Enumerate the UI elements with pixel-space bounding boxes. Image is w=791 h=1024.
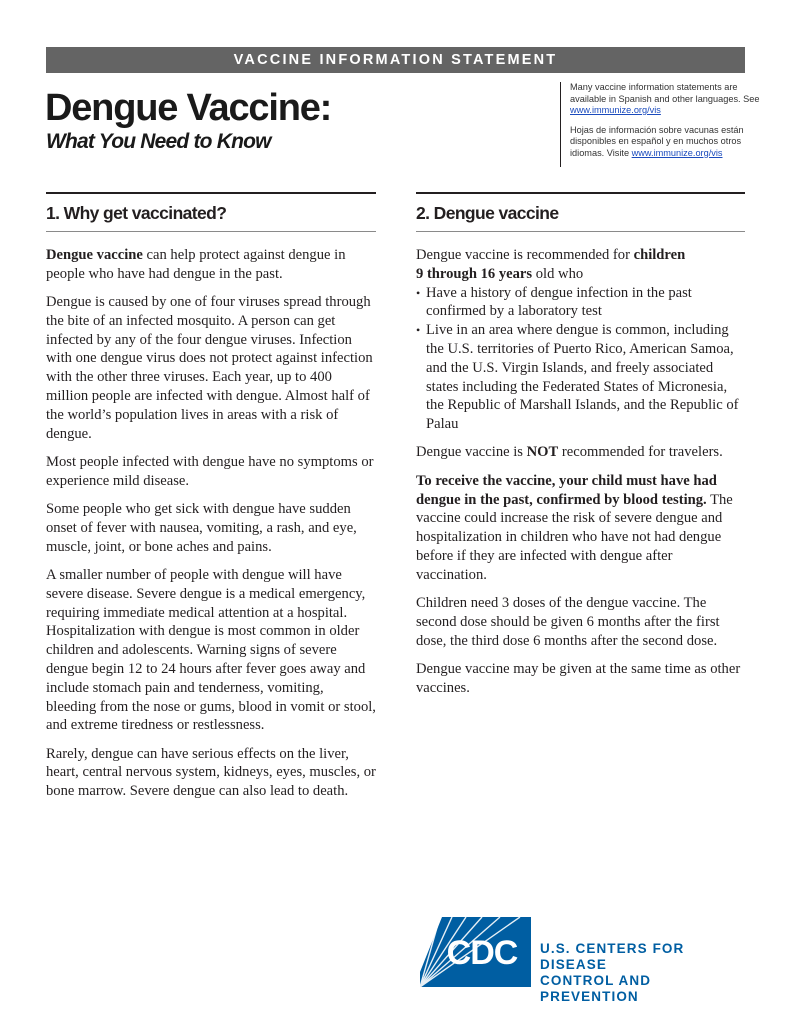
cdc-name-line1: U.S. CENTERS FOR DISEASE [540, 941, 685, 972]
section-dengue-vaccine [416, 192, 745, 707]
paragraph: Most people infected with dengue have no symptoms or experience mild disease. [46, 453, 374, 489]
logo-text: CDC [446, 934, 518, 972]
paragraph: Rarely, dengue can have serious effects on the liver, heart, central nervous system, kidneys, eyes, muscles, or bone marrow. Severe dengue can also lead to death. [46, 745, 376, 800]
paragraph-text: recommended for travelers. [558, 444, 723, 461]
section-why-vaccinate [46, 192, 376, 811]
section-heading: 1. Why get vaccinated? [46, 194, 376, 232]
bold-text: Dengue vaccine [46, 247, 143, 263]
immunize-link-spanish[interactable]: www.immunize.org/vis [631, 147, 723, 158]
paragraph: Some people who get sick with dengue have sudden onset of fever with nausea, vomiting, a rash, and eye, muscle, joint, or bone aches and pains. [46, 501, 357, 555]
cdc-footer [420, 917, 750, 1004]
page-title: Dengue Vaccine: [45, 87, 332, 129]
paragraph: A smaller number of people with dengue will have severe disease. Severe dengue is a medical emergency, requiring immediate medical attention at a hospital. Hospitalization with dengue is most common in older children and adolescents. Warning signs of severe dengue begin 12 to 24 hours after fever goes away and include stomach pain and tenderness, vomiting, bleeding from the nose or gums, blood in vomit or stool, and extreme tiredness or restlessness. [46, 566, 376, 734]
language-note-english-text: Many vaccine information statements are available in Spanish and other languages. See [570, 82, 760, 104]
cdc-name-line2: CONTROL AND PREVENTION [540, 973, 652, 1004]
paragraph: Dengue vaccine may be given at the same time as other vaccines. [416, 660, 741, 696]
language-note-spanish [570, 125, 760, 160]
paragraph: Children need 3 doses of the dengue vaccine. The second dose should be given 6 months after the first dose, the third dose 6 months after the second dose. [416, 595, 720, 649]
list-item: • Have a history of dengue infection in the past confirmed by a laboratory test [416, 284, 745, 322]
bold-text: NOT [526, 444, 559, 461]
language-note [560, 82, 760, 167]
section-heading: 2. Dengue vaccine [416, 194, 745, 232]
paragraph-text: old who [532, 265, 584, 282]
page-subtitle: What You Need to Know [46, 130, 271, 153]
section-body [46, 246, 376, 801]
cdc-logo [420, 917, 531, 987]
bold-text: 9 through 16 years [416, 265, 533, 282]
cdc-name [540, 941, 750, 1005]
language-note-spanish-text: Hojas de información sobre vacunas están disponibles en español y en muchos otros idiomas. Visite [570, 124, 744, 158]
bold-text: children [633, 247, 686, 263]
bold-text: To receive the vaccine, your child must have had dengue in the past, confirmed by blood testing. [416, 472, 717, 508]
immunize-link-english[interactable]: www.immunize.org/vis [570, 105, 661, 115]
eligibility-list [416, 284, 745, 434]
paragraph-text: The vaccine could increase the risk of severe dengue and hospitalization in children who have not had dengue before if they are infected with dengue after vaccination. [416, 491, 733, 583]
paragraph-text: Dengue vaccine is [416, 444, 527, 461]
language-note-english [570, 82, 760, 117]
paragraph [416, 246, 745, 284]
document-banner: VACCINE INFORMATION STATEMENT [46, 47, 745, 73]
paragraph [416, 472, 745, 585]
paragraph-text: Dengue vaccine is recommended for [416, 247, 634, 263]
list-item: • Live in an area where dengue is common, including the U.S. territories of Puerto Rico, American Samoa, and the U.S. Virgin Islands, and freely associated states including the Federated States of Micronesia, the Republic of Marshall Islands, and the Republic of Palau [416, 321, 745, 434]
paragraph [416, 443, 745, 462]
paragraph: Dengue is caused by one of four viruses spread through the bite of an infected mosquito. A person can get infected by any of the four dengue viruses. Infection with one dengue virus does not protect against infection with the other three viruses. Each year, up to 400 million people are infected with dengue. Almost half of the world’s population lives in areas with a risk of dengue. [46, 294, 373, 442]
paragraph-text: can help protect against dengue in people who have had dengue in the past. [46, 247, 346, 282]
section-body [416, 246, 745, 698]
paragraph [46, 246, 376, 284]
